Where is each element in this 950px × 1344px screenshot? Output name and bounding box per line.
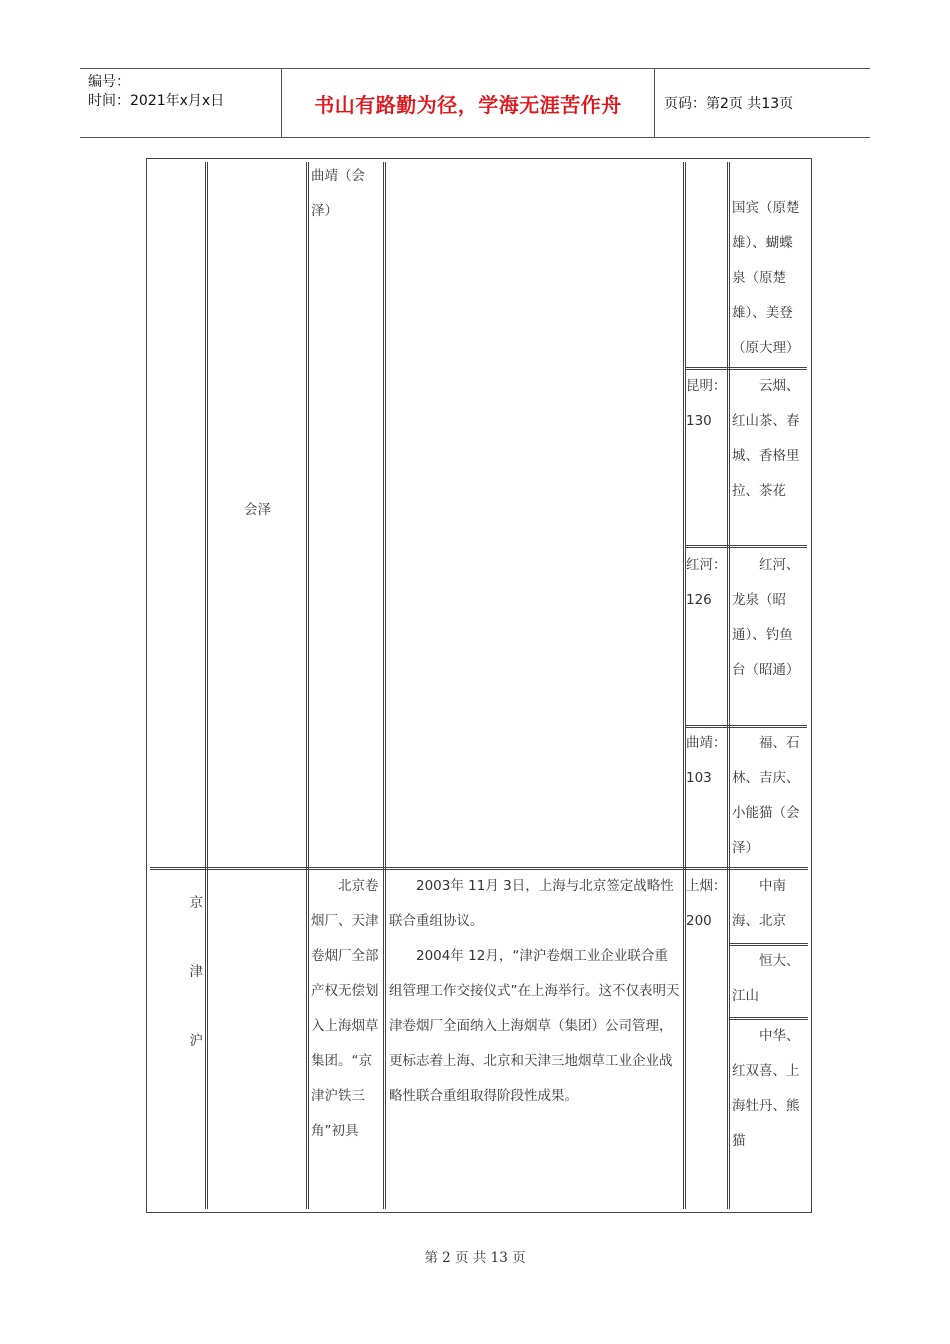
place-cell: 红河：126 — [686, 557, 727, 608]
page-header — [80, 68, 870, 138]
description-paragraph: 2003年 11月 3日，上海与北京签定战略性联合重组协议。 — [389, 878, 674, 929]
brand-cell: 中华、红双喜、上海牡丹、熊猫 — [732, 1028, 800, 1149]
brand-cell: 中南海、北京 — [732, 878, 786, 929]
place-cell: 昆明：130 — [686, 378, 727, 429]
header-motto: 书山有路勤为径，学海无涯苦作舟 — [314, 92, 622, 117]
header-meta — [88, 73, 224, 111]
region-label: 会泽 — [244, 502, 271, 518]
column-rule — [306, 162, 309, 1209]
description-paragraph: 2004年 12月，“津沪卷烟工业企业联合重组管理工作交接仪式”在上海举行。这不仅表明天津卷烟厂全面纳入上海烟草（集团）公司管理，更标志着上海、北京和天津三地烟草工业企业战略性联合重组取得阶段性成果。 — [389, 948, 680, 1104]
header-page-label: 页码：第2页 共13页 — [664, 96, 794, 112]
factory-cell: 曲靖（会泽） — [311, 168, 365, 219]
brand-cell: 福、石林、吉庆、小能猫（会泽） — [732, 735, 800, 856]
header-divider — [654, 69, 655, 137]
region-label: 京津沪 — [189, 895, 203, 1049]
place-cell: 上烟：200 — [686, 878, 727, 929]
brand-cell: 红河、龙泉（昭通）、钓鱼台（昭通） — [732, 557, 800, 678]
brand-table — [146, 158, 812, 1213]
brand-cell: 云烟、红山茶、春城、香格里拉、茶花 — [732, 378, 800, 499]
column-rule — [205, 162, 208, 1209]
place-cell: 曲靖：103 — [686, 735, 727, 786]
time-label: 时间：2021年x月x日 — [88, 93, 225, 109]
brand-cell: 恒大、江山 — [732, 953, 800, 1004]
page-footer: 第 2 页 共 13 页 — [424, 1250, 526, 1266]
brand-cell: 国宾（原楚雄）、蝴蝶泉（原楚雄）、美登（原大理） — [732, 200, 800, 356]
factory-cell: 北京卷烟厂、天津卷烟厂全部产权无偿划入上海烟草集团。“京津沪铁三角”初具 — [311, 878, 379, 1139]
column-rule — [383, 162, 386, 1209]
description-cell — [389, 869, 681, 1114]
column-rule — [683, 162, 686, 1209]
code-label: 编号： — [88, 74, 130, 90]
column-rule — [727, 162, 730, 1209]
